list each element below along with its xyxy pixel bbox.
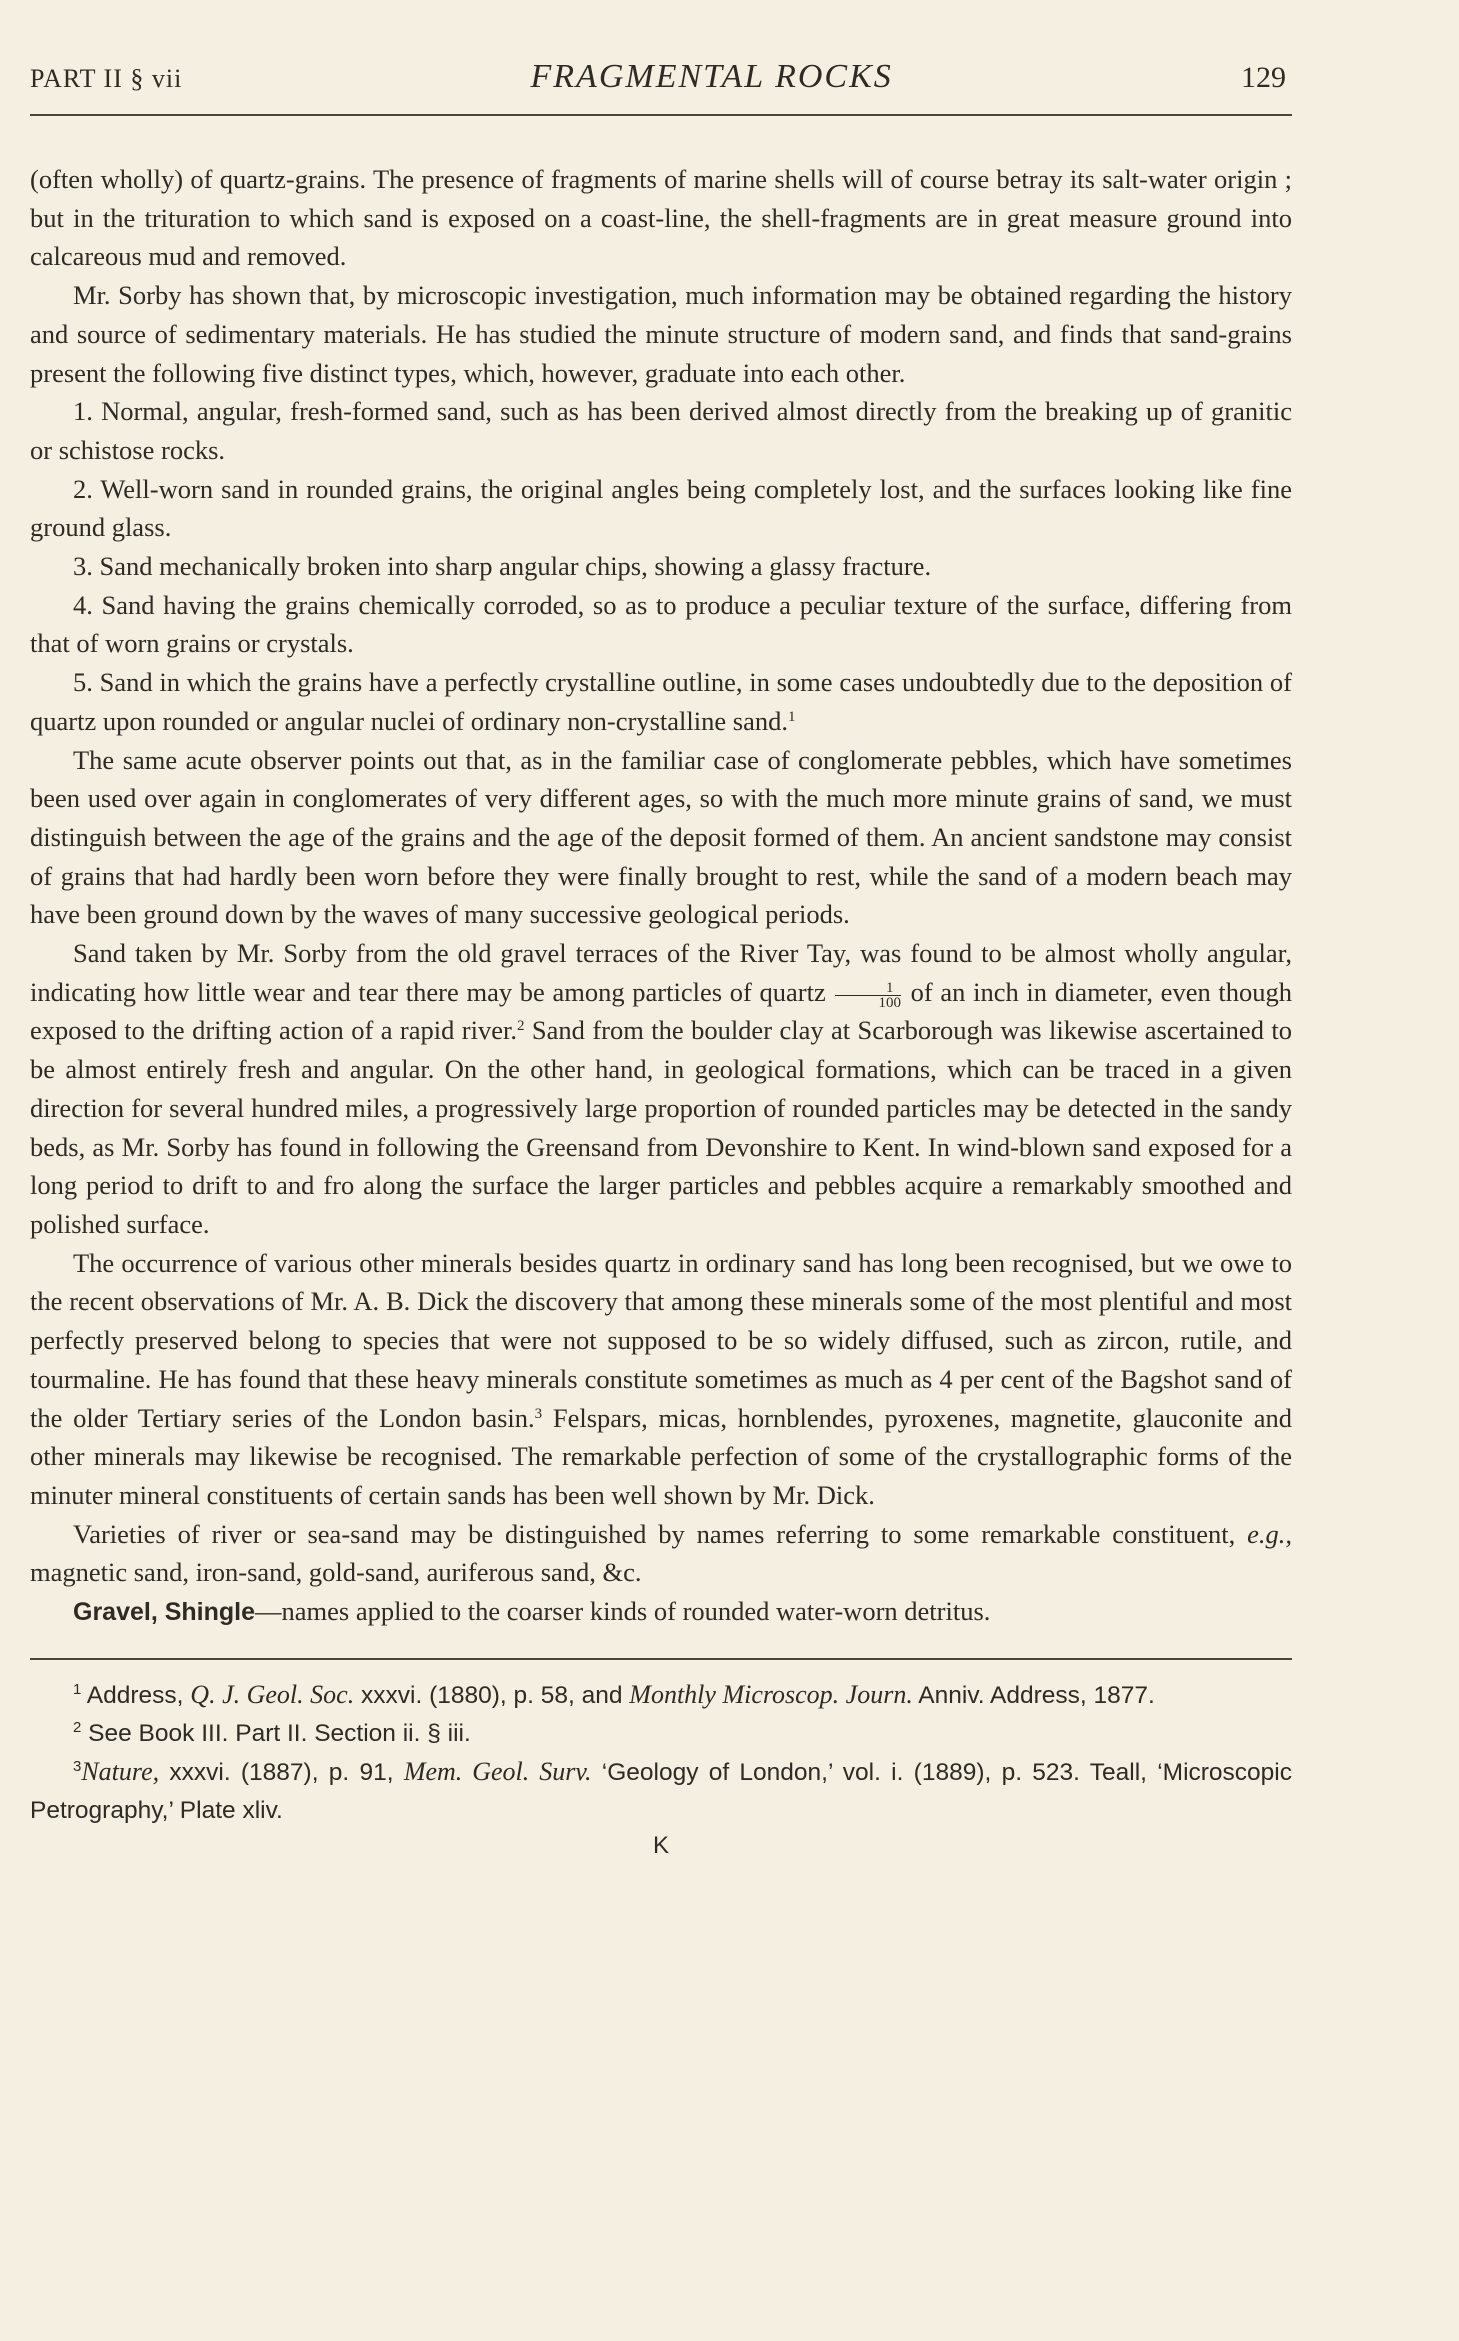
paragraph: Mr. Sorby has shown that, by microscopic investigation, much information may be obtained regarding the history and source of sedimentary materials. He has studied the minute structure of modern sand, and finds that sand-grains present the following five distinct types, which, however, graduate into each other. <box>30 280 1292 388</box>
paragraph-text: Sand from the boulder clay at Scarborough was likewise ascertained to be almost entirely fresh and angular. On the other hand, in geological formations, which can be traced in a given direction for several hundred miles, a progressively large proportion of rounded particles may be detected in the sandy beds, as Mr. Sorby has found in following the Greensand from Devonshire to Kent. In wind-blown sand exposed for a long period to drift to and fro along the surface the larger particles and pebbles acquire a remarkably smoothed and polished surface. <box>30 1015 1292 1239</box>
journal-title: Nature, <box>81 1756 160 1786</box>
page-number: 129 <box>1240 61 1286 94</box>
paragraph <box>30 934 1292 1244</box>
list-item <box>30 663 1292 740</box>
footnote-text: See Book III. Part II. Section ii. § iii. <box>81 1719 471 1747</box>
paragraph <box>30 1244 1292 1515</box>
list-item: 4. Sand having the grains chemically corroded, so as to produce a peculiar texture of the surface, differing from that of worn grains or crystals. <box>30 589 1292 659</box>
paragraph-text: —names applied to the coarser kinds of rounded water-worn detritus. <box>255 1596 991 1627</box>
running-header <box>30 58 1292 116</box>
printer-signature: K <box>652 1831 669 1859</box>
footnotes <box>30 1676 1292 1830</box>
paragraph-text: The occurrence of various other minerals besides quartz in ordinary sand has long been recognised, but we owe to the recent observations of Mr. A. B. Dick the discovery that among these minerals some of the most plentiful and most perfectly preserved belong to species that were not supposed to be so widely diffused, such as zircon, rutile, and tourmaline. He has found that these heavy minerals constitute sometimes as much as 4 per cent of the Bagshot sand of the older Tertiary series of the London basin. <box>30 1247 1292 1433</box>
body-text <box>30 160 1292 1632</box>
paragraph-text: magnetic sand, iron-sand, gold-sand, auriferous sand, &c. <box>30 1557 642 1588</box>
footnote-text: Address, <box>81 1681 191 1709</box>
abbreviation: e.g., <box>1247 1518 1292 1549</box>
footnote-text: xxxvi. (1880), p. 58, and <box>354 1681 630 1709</box>
fraction <box>835 981 901 1010</box>
footnote-mark: 3 <box>73 1757 82 1775</box>
paragraph <box>30 1515 1292 1592</box>
fraction-numerator: 1 <box>835 981 901 996</box>
footnote-mark: 2 <box>73 1718 82 1736</box>
journal-title: Q. J. Geol. Soc. <box>190 1679 355 1709</box>
paragraph: The same acute observer points out that, as in the familiar case of conglomerate pebbles, which have sometimes been used over again in conglomerates of very different ages, so with the much more minute grains of sand, we must distinguish between the age of the grains and the age of the deposit formed of them. An ancient sandstone may consist of grains that had hardly been worn before they were finally brought to rest, while the sand of a modern beach may have been ground down by the waves of many successive geological periods. <box>30 744 1292 930</box>
footnote-text: ‘Geology of London,’ vol. i. (1889), p. 523. Teall, ‘Microscopic Petrography,’ Plate xliv. <box>30 1758 1292 1824</box>
list-item: 1. Normal, angular, fresh-formed sand, such as has been derived almost directly from the breaking up of granitic or schistose rocks. <box>30 396 1292 465</box>
journal-title: Mem. Geol. Surv. <box>403 1756 592 1786</box>
footnote-mark: 1 <box>73 1680 82 1698</box>
footnote-2 <box>30 1715 1292 1753</box>
paragraph: (often wholly) of quartz-grains. The presence of fragments of marine shells will of course betray its salt-water origin ; but in the trituration to which sand is exposed on a coast-line, the shell-fragments are in great measure ground into calcareous mud and removed. <box>30 164 1292 272</box>
fraction-denominator: 100 <box>878 994 901 1011</box>
footnote-reference: 1 <box>787 708 796 725</box>
list-item: 3. Sand mechanically broken into sharp angular chips, showing a glassy fracture. <box>73 551 932 582</box>
paragraph-text: Felspars, micas, hornblendes, pyroxenes, magnetite, glauconite and other minerals may likewise be recognised. The remarkable perfection of some of the crystallographic forms of the minuter mineral constituents of certain sands has been well shown by Mr. Dick. <box>30 1402 1292 1510</box>
book-page <box>30 58 1292 1860</box>
paragraph-text: Sand taken by Mr. Sorby from the old gravel terraces of the River Tay, was found to be almost wholly angular, indicating how little wear and tear there may be among particles of quartz <box>30 938 1292 1007</box>
chapter-title: FRAGMENTAL ROCKS <box>530 58 893 95</box>
footnote-text: xxxvi. (1887), p. 91, <box>159 1758 404 1786</box>
paragraph-text: Varieties of river or sea-sand may be distinguished by names referring to some remarkable constituent, <box>73 1518 1248 1549</box>
list-item: 2. Well-worn sand in rounded grains, the original angles being completely lost, and the surfaces looking like fine ground glass. <box>30 473 1292 543</box>
footnote-text: Anniv. Address, 1877. <box>912 1681 1155 1709</box>
footnote-3 <box>30 1753 1292 1830</box>
footnote-1 <box>30 1676 1292 1715</box>
term-heading: Gravel, Shingle <box>73 1598 256 1627</box>
list-item-text: 5. Sand in which the grains have a perfectly crystalline outline, in some cases undoubtedly due to the deposition of quartz upon rounded or angular nuclei of ordinary non-crystalline sand. <box>30 667 1292 736</box>
journal-title: Monthly Microscop. Journ. <box>629 1679 913 1709</box>
footnote-divider <box>30 1658 1292 1660</box>
paragraph-text: of an inch in diameter, even though exposed to the drifting action of a rapid river. <box>30 976 1293 1046</box>
footnote-reference: 2 <box>516 1018 525 1035</box>
paragraph <box>30 1592 1292 1632</box>
section-reference: PART II § vii <box>30 64 183 93</box>
footnote-reference: 3 <box>534 1405 543 1422</box>
